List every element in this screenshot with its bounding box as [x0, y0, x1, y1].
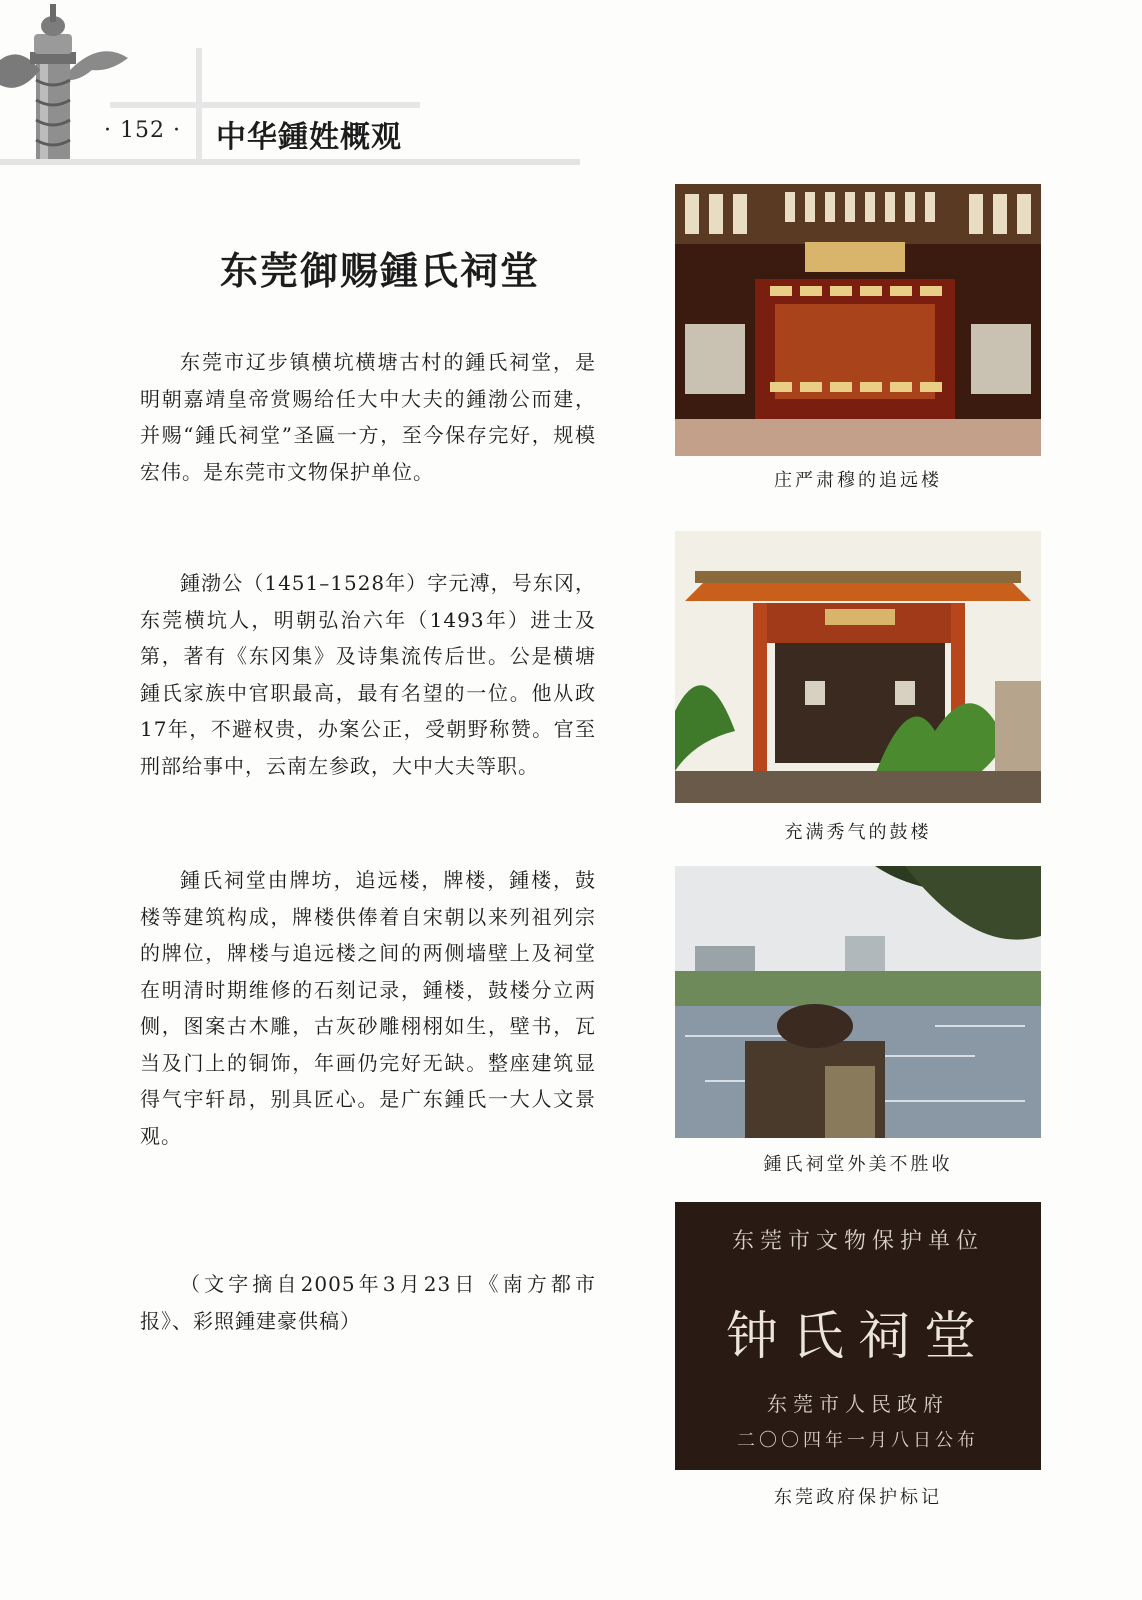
article-title: 东莞御赐鍾氏祠堂	[219, 248, 540, 293]
plaque-top-line: 东莞市文物保护单位	[731, 1229, 984, 1254]
paragraph-architecture: 鍾氏祠堂由牌坊，追远楼，牌楼，鍾楼，鼓楼等建筑构成，牌楼供俸着自宋朝以来列祖列宗的牌位，牌楼与追远楼之间的两侧墙壁上及祠堂在明清时期维修的石刻记录，鍾楼，鼓楼分立两侧，图案古木雕，古灰砂雕栩栩如生，壁书，瓦当及门上的铜饰，年画仍完好无缺。整座建筑显得气宇轩昂，别具匠心。是广东鍾氏一大人文景观。	[140, 868, 596, 1148]
photo-protection-plaque	[675, 1202, 1041, 1470]
paragraph-intro: 东莞市辽步镇横坑横塘古村的鍾氏祠堂，是明朝嘉靖皇帝赏赐给任大中大夫的鍾渤公而建，并赐“鍾氏祠堂”圣匾一方，至今保存完好，规模宏伟。是东莞市文物保护单位。	[140, 350, 596, 484]
paragraph-source-note: （文字摘自2005年3月23日《南方都市报》、彩照鍾建豪供稿）	[140, 1272, 596, 1333]
plaque-date: 二〇〇四年一月八日公布	[737, 1430, 979, 1451]
photo-caption: 充满秀气的鼓楼	[784, 822, 932, 843]
header-rule-bottom	[0, 159, 580, 165]
paragraph-biography: 鍾渤公（1451–1528年）字元溥，号东冈，东莞横坑人，明朝弘治六年（1493年）进士及第，著有《东冈集》及诗集流传后世。公是横塘鍾氏家族中官职最高，最有名望的一位。他从政17年，不避权贵，办案公正，受朝野称赞。官至刑部给事中，云南左参政，大中大夫等职。	[140, 571, 596, 778]
photo-caption: 庄严肃穆的追远楼	[774, 470, 942, 491]
photo-caption: 东莞政府保护标记	[774, 1487, 942, 1508]
photo-drum-tower	[675, 531, 1041, 803]
book-title: 中华鍾姓概观	[216, 120, 402, 155]
photo-zhuiyuan-hall	[675, 184, 1041, 456]
plaque-main-text: 钟氏祠堂	[725, 1307, 990, 1367]
photo-caption: 鍾氏祠堂外美不胜收	[763, 1154, 953, 1175]
header-rule-vertical	[196, 48, 202, 163]
page-number: · 152 ·	[104, 118, 181, 143]
header-rule-top	[110, 102, 420, 108]
photo-exterior-pond	[675, 866, 1041, 1138]
plaque-government: 东莞市人民政府	[767, 1392, 949, 1416]
